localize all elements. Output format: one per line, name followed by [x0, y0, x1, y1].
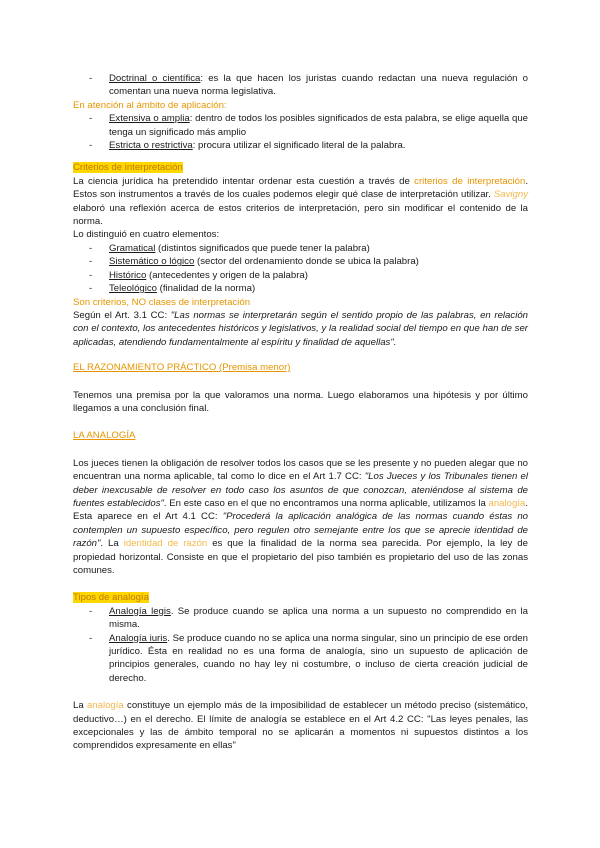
- list-item: - Histórico (antecedentes y origen de la palabra): [89, 269, 308, 281]
- doctrinal-list: [73, 72, 528, 99]
- elementos-list: [73, 242, 528, 296]
- criterios-paragraph: La ciencia jurídica ha pretendido intentar ordenar esta cuestión a través de criterios de interpretación. Estos son instrumentos a través de los cuales podemos elegir qué clase de interpretación utilizar. Savigny elaboró una reflexión acerca de estos criterios de interpretación, pero sin modificar el contenido de la norma.: [73, 175, 528, 228]
- analogia-final-paragraph: La analogía constituye un ejemplo más de la imposibilidad de establecer un método preciso (sistemático, deductivo…) en el derecho. El límite de analogía se establece en el Art 4.2 CC: "Las leyes penales, las excepcionales y las de ámbito temporal no se aplicarán a momentos ni supuestos distintos a los comprendidos expresamente en ellas": [73, 700, 528, 752]
- list-item: - Gramatical (distintos significados que puede tener la palabra): [89, 242, 370, 254]
- subheading-criterios: Son criterios, NO clases de interpretación: [73, 296, 251, 308]
- razonamiento-paragraph: Tenemos una premisa por la que valoramos una norma. Luego elaboramos una hipótesis y por último llegamos a una conclusión final.: [73, 389, 528, 414]
- tipos-list: [73, 605, 528, 685]
- list-item: - Sistemático o lógico (sector del ordenamiento donde se ubica la palabra): [89, 256, 419, 268]
- list-item: - Teleológico (finalidad de la norma): [89, 283, 256, 295]
- list-text: : procura utilizar el significado literal de la palabra.: [192, 140, 406, 152]
- savigny-name: Savigny: [493, 189, 528, 201]
- analogia-title: LA ANALOGÍA: [73, 430, 136, 442]
- list-item: - Analogía iuris. Se produce cuando no se aplica una norma singular, sino un principio de ese orden jurídico. Ésta en realidad no es una forma de analogía, sino un supuesto de aplicación de principios generales, cuando no hay ley ni costumbre, o incluso de cierta creación judicial de derecho.: [89, 632, 528, 684]
- list-term: Estricta o restrictiva: [109, 140, 193, 152]
- criterios-intro: Lo distinguió en cuatro elementos:: [73, 229, 220, 241]
- art-3-1-paragraph: Según el Art. 3.1 CC: "Las normas se interpretarán según el sentido propio de las palabras, en relación con el contexto, los antecedentes históricos y legislativos, y la realidad social del tiempo en que han de ser aplicadas, atendiendo fundamentalmente al espíritu y finalidad de aquellas".: [73, 309, 528, 348]
- analogia-link-final: analogía: [86, 700, 124, 712]
- list-item: - Doctrinal o científica: es la que hacen los juristas cuando redactan una nueva regulación o comentan una nueva norma legislativa.: [89, 73, 528, 98]
- heading-ambito: En atención al ámbito de aplicación:: [73, 99, 227, 111]
- analogia-link: analogía: [488, 497, 526, 509]
- criterios-link: criterios de interpretación: [414, 175, 526, 187]
- heading-criterios: Criterios de interpretación: [73, 162, 183, 174]
- list-text: : es la que hacen los juristas cuando redactan una nueva regulación o comentan una nueva norma legislativa.: [109, 73, 528, 98]
- list-term: Doctrinal o científica: [109, 73, 201, 84]
- list-text: : dentro de todos los posibles significados de esta palabra, se elige aquella que tenga un significado más amplio: [109, 113, 528, 138]
- document-page: [73, 72, 528, 753]
- heading-tipos: Tipos de analogía: [73, 592, 149, 604]
- list-item: - Estricta o restrictiva: procura utilizar el significado literal de la palabra.: [89, 140, 406, 152]
- analogia-paragraph: Los jueces tienen la obligación de resolver todos los casos que se les presente y no pueden alegar que no encuentran una norma aplicable, tal como lo dice en el Art 1.7 CC: "Los Jueces y los Tribunales tienen el deber inexcusable de resolver en todo caso los asuntos de que conozcan, ateniéndose al sistema de fuentes establecidos". En este caso en el que no encontramos una norma aplicable, utilizamos la analogía. Esta aparece en el Art 4.1 CC: "Procederá la aplicación analógica de las normas cuando éstas no contemplen un supuesto específico, pero regulen otro semejante entre los que se aprecie identidad de razón". La identidad de razón es que la finalidad de la norma sea parecida. Por ejemplo, la ley de propiedad horizontal. Consiste en que el propietario del piso también es propietario del uso de las zonas comunes.: [73, 457, 528, 576]
- identidad-link: identidad de razón: [123, 538, 208, 550]
- list-item: - Analogía legis. Se produce cuando se aplica una norma a un supuesto no comprendido en la misma.: [89, 605, 528, 631]
- list-term: Extensiva o amplia: [109, 113, 190, 125]
- razonamiento-title: EL RAZONAMIENTO PRÁCTICO (Premisa menor): [73, 362, 291, 374]
- list-item: - Extensiva o amplia: dentro de todos los posibles significados de esta palabra, se elige aquella que tenga un significado más amplio: [89, 113, 528, 138]
- ambito-list: [73, 112, 528, 152]
